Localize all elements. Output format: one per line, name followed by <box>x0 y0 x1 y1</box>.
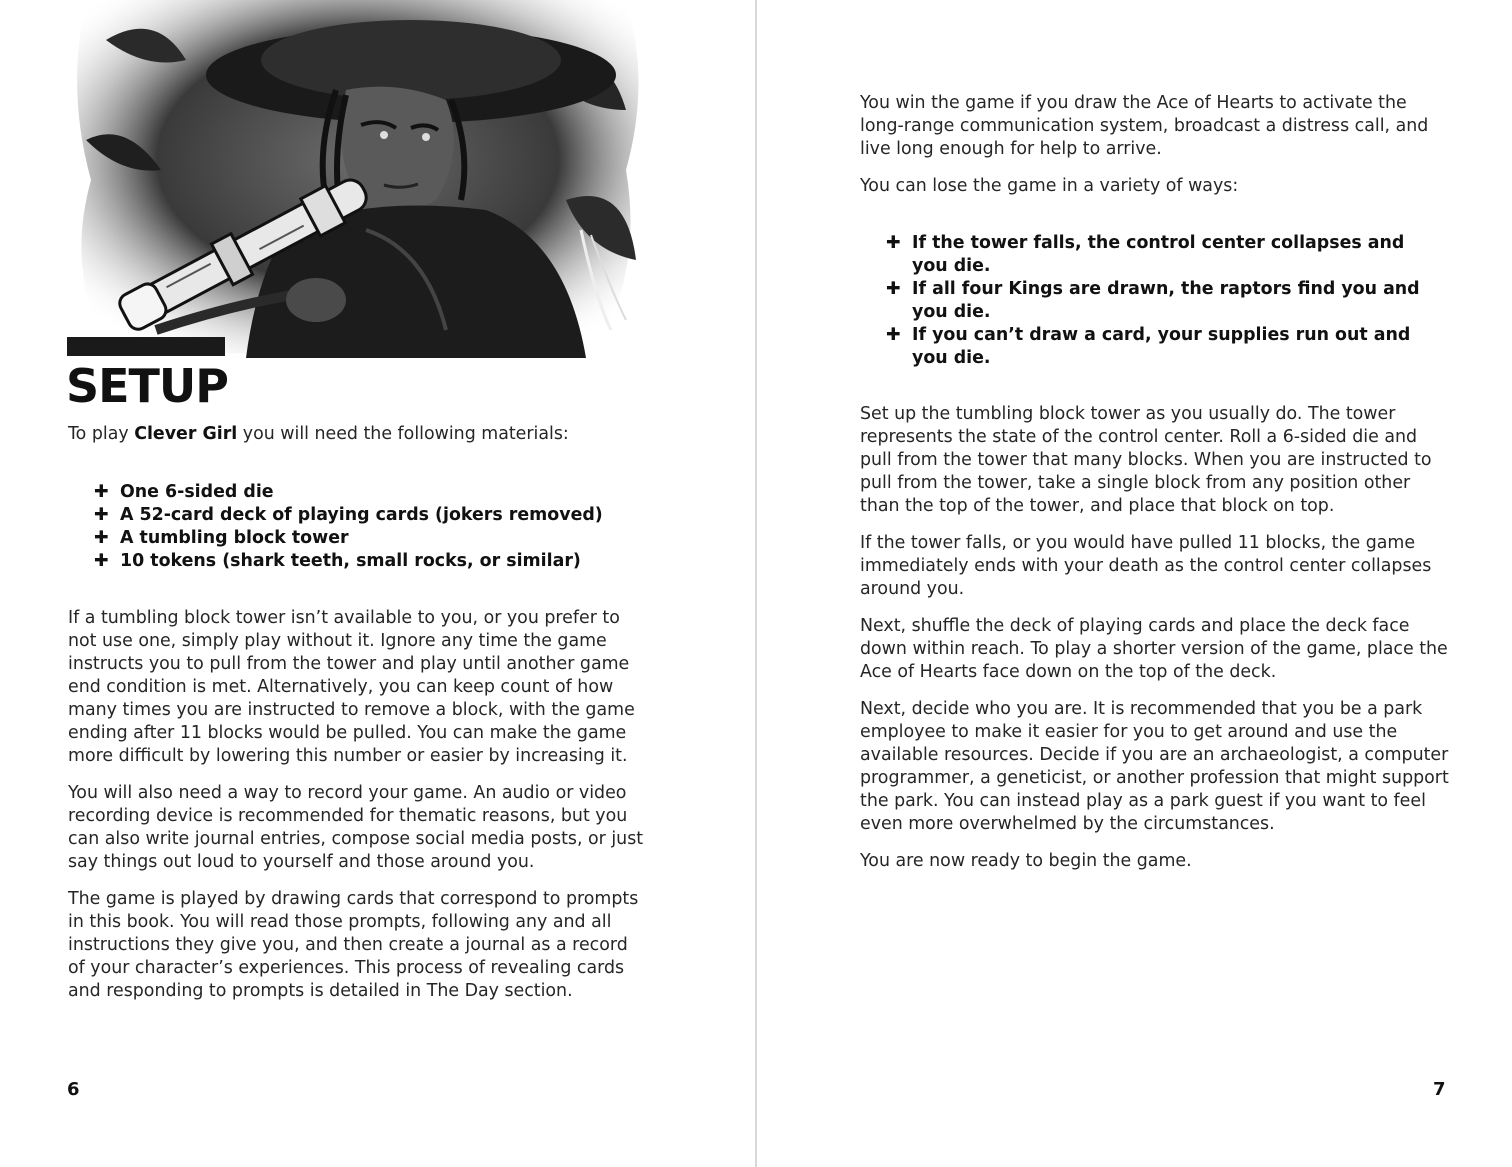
plus-bullet-icon: ✚ <box>886 279 901 299</box>
paragraph: Next, shuffle the deck of playing cards and place the deck face down within reach. To play a shorter version of the game, place the Ace of Hearts face down on the top of the deck. <box>860 616 1448 682</box>
intro-line <box>68 423 654 446</box>
right-top-body <box>860 92 1450 212</box>
paragraph: You can lose the game in a variety of ways: <box>860 176 1239 196</box>
game-name: Clever Girl <box>134 424 238 444</box>
page-title: SETUP <box>66 359 228 413</box>
right-bottom-body <box>860 403 1450 887</box>
left-body <box>68 607 650 1017</box>
right-page <box>757 0 1512 1167</box>
list-item: ✚ A 52-card deck of playing cards (jokers removed) <box>94 505 603 525</box>
list-item: ✚ If the tower falls, the control center collapses and you die. <box>886 233 1405 276</box>
lose-conditions-list <box>886 232 1426 370</box>
list-item: ✚ If all four Kings are drawn, the raptors find you and you die. <box>886 279 1420 322</box>
intro-pre: To play <box>68 424 135 444</box>
plus-bullet-icon: ✚ <box>94 528 109 548</box>
materials-list <box>94 481 654 573</box>
paragraph: You win the game if you draw the Ace of Hearts to activate the long-range communication system, broadcast a distress call, and live long enough for help to arrive. <box>860 93 1429 159</box>
paragraph: The game is played by drawing cards that correspond to prompts in this book. You will read those prompts, following any and all instructions they give you, and then create a journal as a record of your character’s experiences. This process of revealing cards and responding to prompts is detailed in The Day section. <box>68 889 639 1001</box>
paragraph: You will also need a way to record your game. An audio or video recording device is recommended for thematic reasons, but you can also write journal entries, compose social media posts, or just say things out loud to yourself and those around you. <box>68 783 644 872</box>
plus-bullet-icon: ✚ <box>94 505 109 525</box>
plus-bullet-icon: ✚ <box>94 482 109 502</box>
list-item: ✚ A tumbling block tower <box>94 528 349 548</box>
plus-bullet-icon: ✚ <box>886 233 901 253</box>
title-accent-bar <box>67 337 225 356</box>
page-number-right: 7 <box>1433 1079 1446 1100</box>
paragraph: Set up the tumbling block tower as you usually do. The tower represents the state of the control center. Roll a 6-sided die and pull from the tower that many blocks. When you are instructed to pull from the tower, take a single block from any position other than the top of the tower, and place that block on top. <box>860 404 1432 516</box>
list-item: ✚ If you can’t draw a card, your supplies run out and you die. <box>886 325 1411 368</box>
list-item: ✚ 10 tokens (shark teeth, small rocks, or similar) <box>94 551 581 571</box>
paragraph: You are now ready to begin the game. <box>860 851 1192 871</box>
ranger-with-rifle-illustration <box>66 0 646 358</box>
intro-post: you will need the following materials: <box>237 424 569 444</box>
paragraph: If the tower falls, or you would have pulled 11 blocks, the game immediately ends with your death as the control center collapses around you. <box>860 533 1432 599</box>
paragraph: Next, decide who you are. It is recommended that you be a park employee to make it easier for you to get around and use the available resources. Decide if you are an archaeologist, a computer programmer, a geneticist, or another profession that might support the park. You can instead play as a park guest if you want to feel even more overwhelmed by the circumstances. <box>860 699 1449 834</box>
plus-bullet-icon: ✚ <box>94 551 109 571</box>
list-item: ✚ One 6-sided die <box>94 482 274 502</box>
plus-bullet-icon: ✚ <box>886 325 901 345</box>
paragraph: If a tumbling block tower isn’t available to you, or you prefer to not use one, simply play without it. Ignore any time the game instructs you to pull from the tower and play until another game end condition is met. Alternatively, you can keep count of how many times you are instructed to remove a block, with the game ending after 11 blocks would be pulled. You can make the game more difficult by lowering this number or easier by increasing it. <box>68 608 635 766</box>
page-number-left: 6 <box>67 1079 80 1100</box>
